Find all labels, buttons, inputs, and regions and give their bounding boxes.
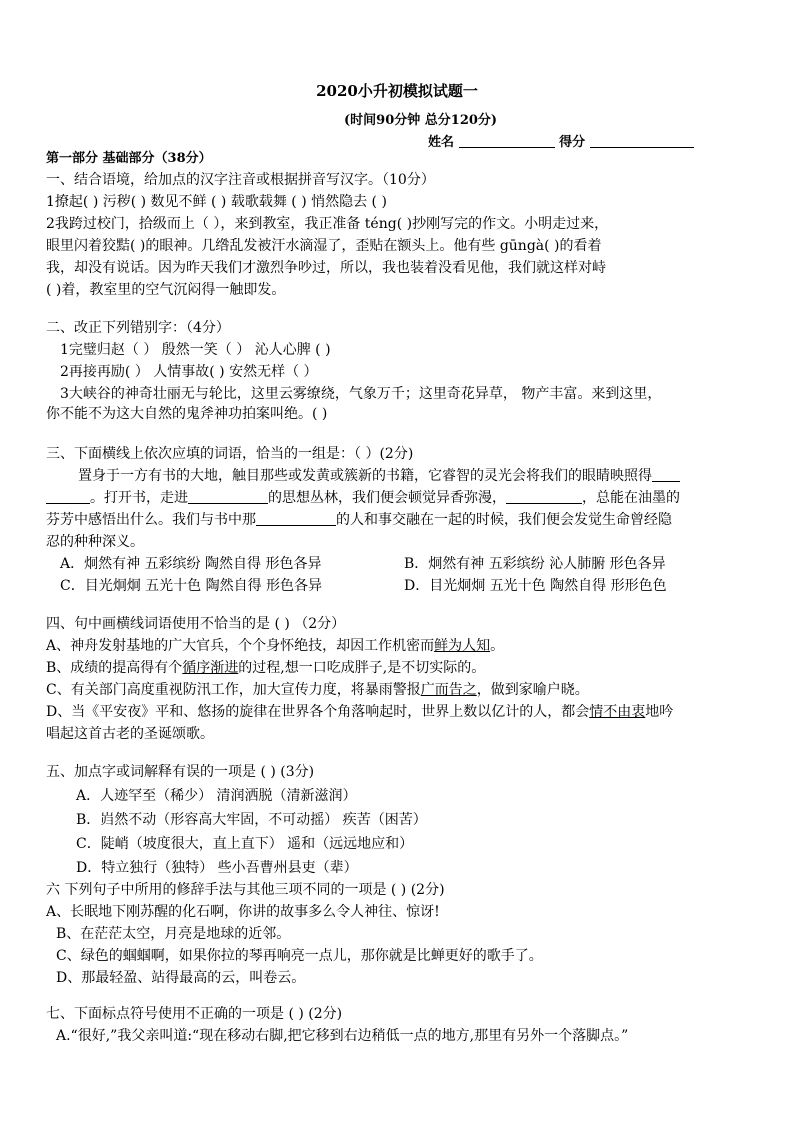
q3-line3b: 的人和事交融在一起的时候，我们便会发觉生命曾经隐: [336, 512, 672, 528]
q3-line4: 忍的种种深义。: [46, 534, 144, 550]
q3-line3a: 芬芳中感悟出什么。我们与书中那: [46, 512, 256, 528]
q5-option-d: D．特立独行（独特） 些小吾曹州县吏（辈）: [76, 860, 358, 876]
q4-a-underlined: 鲜为人知: [434, 638, 491, 654]
q3-blank1b[interactable]: [46, 489, 90, 504]
q5-option-a: A．人迹罕至（稀少） 清润洒脱（清新滋润）: [76, 788, 357, 804]
q1-line2: 2我跨过校门，拾级而上（ ），来到教室，我正准备 téng( )抄刚写完的作文。小明走过来，: [46, 216, 609, 232]
q1-line4: 我，却没有说话。因为昨天我们才激烈争吵过，所以，我也装着没看见他，我们就这样对峙: [46, 260, 606, 276]
q4-c-underlined: 广而告之: [420, 682, 477, 698]
q3-option-d: D．目光炯炯 五光十色 陶然自得 形形色色: [404, 578, 667, 594]
name-blank[interactable]: [459, 133, 555, 148]
q2-line2: 2再接再励( ） 人情事故( ) 安然无样（ ）: [60, 364, 318, 380]
q4-option-d-cont: 唱起这首古老的圣诞颂歌。: [46, 726, 214, 742]
exam-time-score: (时间90分钟 总分120分): [344, 113, 498, 128]
q3-option-c: C．目光炯炯 五光十色 陶然自得 形色各异: [60, 578, 323, 594]
q1-heading: 一、结合语境，给加点的汉字注音或根据拼音写汉字。（10分）: [46, 172, 435, 188]
q6-option-c: C、绿色的蝈蝈啊，如果你拉的琴再响亮一点儿，那你就是比蝉更好的歌手了。: [56, 948, 543, 964]
q4-b-underlined: 循序渐进: [182, 660, 239, 676]
q3-blank2[interactable]: [188, 489, 268, 504]
q6-heading: 六 下列句子中所用的修辞手法与其他三项不同的一项是 ( ) (2分): [46, 882, 445, 898]
q4-a-end: 。: [490, 638, 505, 654]
q4-d-end: 地吟: [645, 704, 674, 720]
q3-line1: [78, 466, 680, 486]
q6-option-b: B、在茫茫太空，月亮是地球的近邻。: [56, 926, 291, 942]
q6-option-a: A、长眠地下刚苏醒的化石啊，你讲的故事多么令人神往、惊讶!: [46, 904, 440, 920]
name-score-line: [428, 131, 694, 150]
q3-option-b: B．炯然有神 五彩缤纷 沁人肺腑 形色各异: [404, 556, 666, 572]
q1-line3: 眼里闪着狡黠( )的眼神。几绺乱发被汗水滴湿了，歪贴在额头上。他有些 gūngà( )的看着: [46, 238, 602, 254]
q6-option-d: D、那最轻盈、站得最高的云，叫卷云。: [56, 970, 306, 986]
part1-heading: 第一部分 基础部分（38分）: [46, 151, 212, 166]
q4-option-a: [46, 636, 504, 656]
q4-d-text: D、当《平安夜》平和、悠扬的旋律在世界各个角落响起时，世界上数以亿计的人，都会: [46, 704, 590, 720]
q3-line2a: 。打开书，走进: [90, 490, 188, 506]
q4-c-end: ，做到家喻户晓。: [476, 682, 589, 698]
q3-line3: [46, 510, 672, 530]
q3-option-a: A．炯然有神 五彩缤纷 陶然自得 形色各异: [60, 556, 322, 572]
q3-blank4[interactable]: [256, 511, 336, 526]
q5-heading: 五、加点字或词解释有误的一项是 ( ) (3分): [46, 764, 315, 780]
q3-line2c: ，总能在油墨的: [582, 490, 680, 506]
exam-title: 2020小升初模拟试题一: [316, 82, 478, 100]
q4-d-underlined: 情不由衷: [589, 704, 646, 720]
q4-heading: 四、句中画横线词语使用不恰当的是 ( ) （2分）: [46, 616, 346, 632]
q4-option-d: [46, 702, 673, 722]
q3-line1-text: 置身于一方有书的大地，触目那些或发黄或簇新的书籍，它睿智的灵光会将我们的眼睛映照得: [78, 468, 652, 484]
q3-heading: 三、下面横线上依次应填的词语，恰当的一组是：（ ）(2分): [46, 446, 414, 462]
q7-option-a: A.“很好,”我父亲叫道:“现在移动右脚,把它移到右边稍低一点的地方,那里有另外一个落脚点。”: [56, 1028, 629, 1044]
q2-heading: 二、改正下列错别字：（4分）: [46, 320, 230, 336]
q3-blank3[interactable]: [506, 489, 582, 504]
q3-line2: [46, 488, 680, 508]
score-blank[interactable]: [590, 133, 694, 148]
name-label: 姓名: [428, 135, 455, 150]
q5-option-b: B．岿然不动（形容高大牢固，不可动摇） 疾苦（困苦）: [76, 812, 427, 828]
q2-line4: 你不能不为这大自然的鬼斧神功拍案叫绝。( ): [46, 406, 328, 422]
q4-b-text: B、成绩的提高得有个: [46, 660, 183, 676]
q1-line1: 1撩起( ) 污秽( ) 数见不鲜 ( ) 载歌载舞 ( ) 悄然隐去 ( ): [46, 194, 387, 210]
q4-c-text: C、有关部门高度重视防汛工作，加大宣传力度，将暴雨警报: [46, 682, 421, 698]
q2-line1: 1完璧归赵（ ） 殷然一笑（ ） 沁人心脾 ( ): [60, 342, 331, 358]
q1-line5: ( )着，教室里的空气沉闷得一触即发。: [46, 282, 286, 298]
q4-option-b: [46, 658, 485, 678]
q4-b-end: 的过程,想一口吃成胖子,是不切实际的。: [238, 660, 486, 676]
q2-line3: 3大峡谷的神奇壮丽无与轮比，这里云雾缭绕，气象万千；这里奇花异草， 物产丰富。来到这里，: [60, 386, 662, 402]
q7-heading: 七、下面标点符号使用不正确的一项是 ( ) (2分): [46, 1006, 343, 1022]
q4-a-text: A、神舟发射基地的广大官兵，个个身怀绝技，却因工作机密而: [46, 638, 435, 654]
q5-option-c: C．陡峭（坡度很大，直上直下） 遥和（远远地应和）: [76, 836, 414, 852]
q3-blank1a[interactable]: [652, 467, 680, 482]
q4-option-c: [46, 680, 589, 700]
q3-line2b: 的思想丛林，我们便会顿觉异香弥漫，: [268, 490, 506, 506]
score-label: 得分: [559, 135, 586, 150]
